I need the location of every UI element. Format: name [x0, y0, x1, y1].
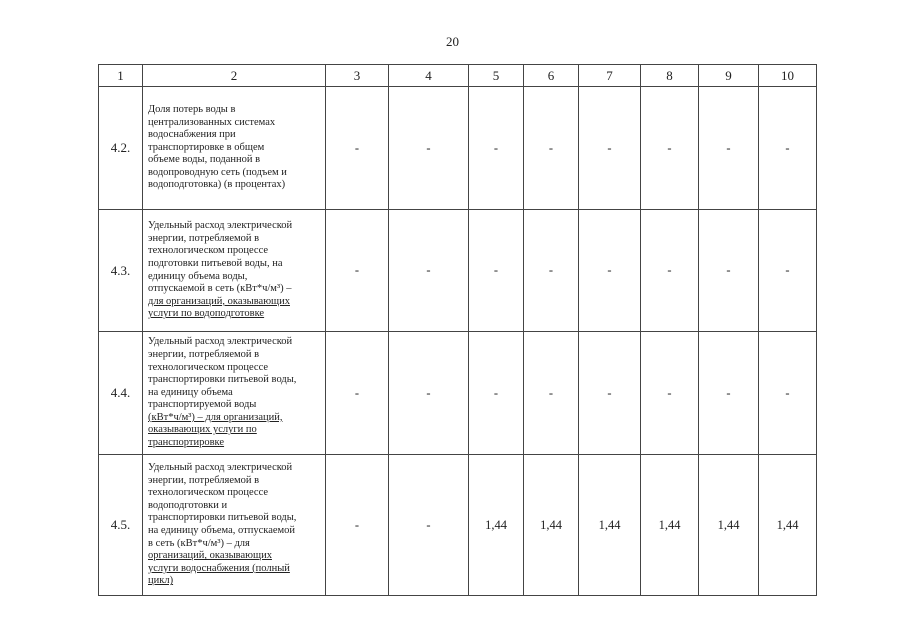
desc-line: Доля потерь воды в	[148, 103, 236, 115]
desc-line: единицу объема воды,	[148, 270, 248, 282]
desc-line: транспортировке в общем	[148, 141, 265, 153]
value-cell: 1,44	[524, 455, 579, 596]
value-cell: -	[389, 455, 469, 596]
value-cell: -	[326, 332, 389, 455]
desc-line: для организаций, оказывающих	[148, 295, 290, 307]
value-cell: -	[641, 87, 699, 210]
header-cell: 10	[759, 65, 817, 87]
desc-line: услуги водоснабжения (полный	[148, 562, 290, 574]
table-row	[99, 87, 817, 210]
header-cell: 1	[99, 65, 143, 87]
table-row	[99, 455, 817, 596]
value-cell: -	[389, 87, 469, 210]
value-cell: -	[579, 87, 641, 210]
table-row	[99, 332, 817, 455]
desc-line: Удельный расход электрической	[148, 220, 293, 232]
header-cell: 6	[524, 65, 579, 87]
desc-line: транспортируемой воды	[148, 399, 257, 411]
value-cell: -	[759, 332, 817, 455]
desc-line: технологическом процессе	[148, 245, 269, 257]
value-cell: 1,44	[579, 455, 641, 596]
header-cell: 9	[699, 65, 759, 87]
desc-line: подготовки питьевой воды, на	[148, 257, 283, 269]
row-description	[143, 455, 326, 596]
desc-line: централизованных системах	[148, 116, 276, 128]
desc-line: водоснабжения при	[148, 129, 236, 141]
value-cell: 1,44	[699, 455, 759, 596]
desc-line: объеме воды, поданной в	[148, 154, 261, 166]
row-number: 4.3.	[99, 210, 143, 332]
header-cell: 5	[469, 65, 524, 87]
desc-line: услуги по водоподготовке	[148, 308, 265, 320]
value-cell: -	[469, 332, 524, 455]
row-number: 4.2.	[99, 87, 143, 210]
value-cell: -	[759, 210, 817, 332]
row-description	[143, 332, 326, 455]
desc-line: энергии, потребляемой в	[148, 232, 260, 244]
value-cell: -	[469, 87, 524, 210]
header-row	[99, 65, 817, 87]
value-cell: -	[524, 87, 579, 210]
desc-line: Удельный расход электрической	[148, 462, 293, 474]
value-cell: -	[326, 455, 389, 596]
row-description	[143, 210, 326, 332]
value-cell: -	[524, 210, 579, 332]
value-cell: -	[389, 332, 469, 455]
indicator-table	[98, 64, 817, 596]
desc-line: (кВт*ч/м³) – для организаций,	[148, 411, 283, 423]
header-cell: 7	[579, 65, 641, 87]
desc-line: Удельный расход электрической	[148, 336, 293, 348]
desc-line: энергии, потребляемой в	[148, 348, 260, 360]
desc-line: водоподготовки и	[148, 499, 228, 511]
desc-line: водоподготовка) (в процентах)	[148, 179, 286, 191]
value-cell: -	[699, 210, 759, 332]
header-cell: 3	[326, 65, 389, 87]
value-cell: -	[524, 332, 579, 455]
value-cell: -	[469, 210, 524, 332]
desc-line: транспортировке	[148, 437, 225, 449]
desc-line: в сеть (кВт*ч/м³) – для	[148, 537, 250, 549]
value-cell: -	[326, 87, 389, 210]
value-cell: -	[641, 210, 699, 332]
header-cell: 2	[143, 65, 326, 87]
value-cell: -	[579, 210, 641, 332]
value-cell: -	[326, 210, 389, 332]
value-cell: -	[641, 332, 699, 455]
desc-line: организаций, оказывающих	[148, 550, 272, 562]
header-cell: 8	[641, 65, 699, 87]
desc-line: на единицу объема, отпускаемой	[148, 525, 296, 536]
desc-line: отпускаемой в сеть (кВт*ч/м³) –	[148, 283, 292, 295]
desc-line: транспортировки питьевой воды,	[148, 374, 297, 386]
value-cell: -	[579, 332, 641, 455]
value-cell: 1,44	[641, 455, 699, 596]
desc-line: на единицу объема	[148, 386, 233, 398]
row-number: 4.5.	[99, 455, 143, 596]
value-cell: -	[389, 210, 469, 332]
desc-line: энергии, потребляемой в	[148, 474, 260, 486]
desc-line: оказывающих услуги по	[148, 424, 257, 436]
value-cell: -	[699, 332, 759, 455]
row-description	[143, 87, 326, 210]
page-number: 20	[446, 34, 459, 49]
value-cell: 1,44	[469, 455, 524, 596]
table-row	[99, 210, 817, 332]
value-cell: -	[759, 87, 817, 210]
value-cell: 1,44	[759, 455, 817, 596]
desc-line: технологическом процессе	[148, 361, 269, 373]
desc-line: транспортировки питьевой воды,	[148, 512, 297, 524]
value-cell: -	[699, 87, 759, 210]
desc-line: водопроводную сеть (подъем и	[148, 166, 287, 178]
row-number: 4.4.	[99, 332, 143, 455]
desc-line: цикл)	[148, 575, 174, 587]
desc-line: технологическом процессе	[148, 487, 269, 499]
header-cell: 4	[389, 65, 469, 87]
